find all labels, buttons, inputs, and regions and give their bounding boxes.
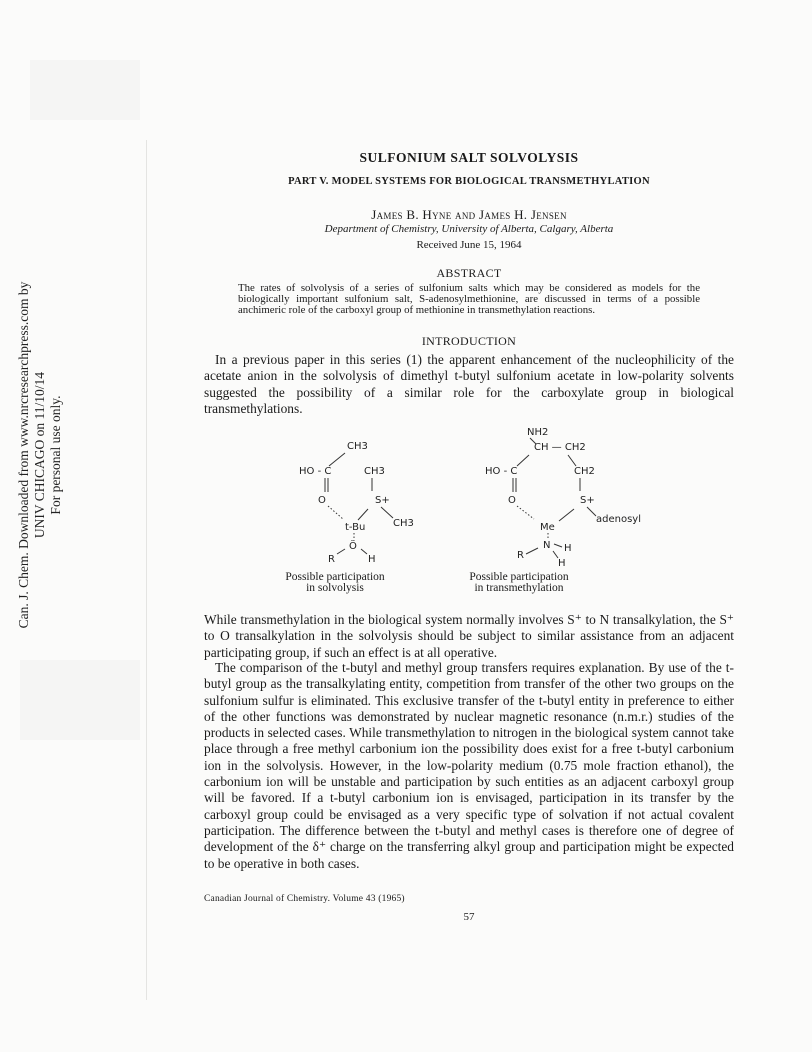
intro-paragraph-1: In a previous paper in this series (1) the apparent enhancement of the nucleophilicity of the acetate anion in the solvolysis of dimethyl t-butyl sulfonium acetate in low-polarity solvents suggested the possibility of a similar role for the carboxylate group in biological transmethylations.	[204, 352, 734, 416]
struct-label: H	[564, 543, 572, 554]
paper-title: SULFONIUM SALT SOLVOLYSIS	[359, 150, 579, 165]
struct-label: H	[558, 558, 566, 569]
struct-label: CH3	[393, 518, 414, 529]
watermark-line-1: Can. J. Chem. Downloaded from www.nrcresearchpress.com by UNIV CHICAGO on 11/10/14	[16, 281, 47, 629]
struct-label: adenosyl	[596, 514, 641, 525]
paper-subtitle: PART V. MODEL SYSTEMS FOR BIOLOGICAL TRANSMETHYLATION	[288, 176, 650, 187]
scan-smudge	[30, 60, 140, 120]
caption-line: Possible participation	[285, 571, 385, 583]
struct-label: N	[543, 540, 551, 551]
struct-label: CH3	[347, 441, 368, 452]
struct-label: H	[368, 554, 376, 565]
struct-label: HO - C	[485, 466, 518, 477]
struct-label: S+	[375, 495, 390, 506]
struct-label: Me	[540, 522, 555, 533]
scan-smudge	[20, 660, 140, 740]
body-paragraph-2: While transmethylation in the biological system normally involves S⁺ to N transalkylation, the S⁺ to O transalkylation in the solvolysis should be subject to similar assistance from an adjacent participating group, if such an effect is at all operative.	[204, 612, 734, 660]
caption-line: in solvolysis	[306, 582, 364, 594]
journal-citation: Canadian Journal of Chemistry. Volume 43 (1965)	[204, 894, 405, 904]
struct-label: t-Bu	[345, 522, 366, 533]
download-watermark	[16, 270, 64, 640]
caption-line: in transmethylation	[474, 582, 564, 594]
page-number: 57	[463, 911, 475, 923]
abstract-text: The rates of solvolysis of a series of sulfonium salts which may be considered as models for the biologically important sulfonium salt, S-adenosylmethionine, are discussed in terms of a possible anchimeric role of the carboxyl group of methionine in transmethylation reactions.	[238, 282, 700, 316]
struct-label: R	[328, 554, 335, 565]
introduction-heading: INTRODUCTION	[421, 334, 517, 348]
struct-label: S+	[580, 495, 595, 506]
struct-label: O	[508, 495, 516, 506]
figure-caption-left	[260, 572, 410, 594]
page-gutter-line	[146, 140, 147, 1000]
struct-label: NH2	[527, 427, 549, 438]
watermark-line-2: For personal use only.	[48, 395, 63, 515]
received-date: Received June 15, 1964	[416, 239, 522, 251]
abstract-body	[238, 283, 700, 316]
struct-label: Ö	[349, 541, 357, 552]
chemical-structures-figure	[204, 420, 734, 570]
figure-caption-right	[424, 572, 614, 594]
abstract-heading: ABSTRACT	[436, 266, 502, 280]
struct-label: CH2	[574, 466, 595, 477]
struct-label: R	[517, 550, 524, 561]
struct-label: CH3	[364, 466, 385, 477]
caption-line: Possible participation	[469, 571, 569, 583]
struct-label: CH — CH2	[534, 442, 586, 453]
affiliation: Department of Chemistry, University of Alberta, Calgary, Alberta	[324, 223, 614, 235]
struct-label: HO - C	[299, 466, 332, 477]
structure-solvolysis	[299, 441, 414, 565]
authors: James B. Hyne and James H. Jensen	[371, 207, 567, 222]
structure-transmethylation	[485, 427, 641, 569]
struct-label: O	[318, 495, 326, 506]
body-paragraph-3: The comparison of the t-butyl and methyl group transfers requires explanation. By use of the t-butyl group as the transalkylating entity, competition from transfer of the other two groups on the sulfonium sulfur is eliminated. This exclusive transfer of the t-butyl entity in preference to either of the other functions was demonstrated by nuclear magnetic resonance (n.m.r.) studies of the products in selected cases. While transmethylation to nitrogen in the biological system cannot take place through a free methyl carbonium ion the possibility does exist for a free t-butyl carbonium ion in the solvolysis. However, in the low-polarity medium (0.75 mole fraction ethanol), the carbonium ion will be unstable and participation by such entities as an adjacent carboxyl group will be favored. If a t-butyl carbonium ion is envisaged, participation in its transfer by the carboxyl group could be envisaged as a very specific type of solvation if not actual covalent participation. The difference between the t-butyl and methyl cases is therefore one of degree of development of the δ⁺ charge on the transferring alkyl group and participation might be expected to be operative in both cases.	[204, 660, 734, 871]
